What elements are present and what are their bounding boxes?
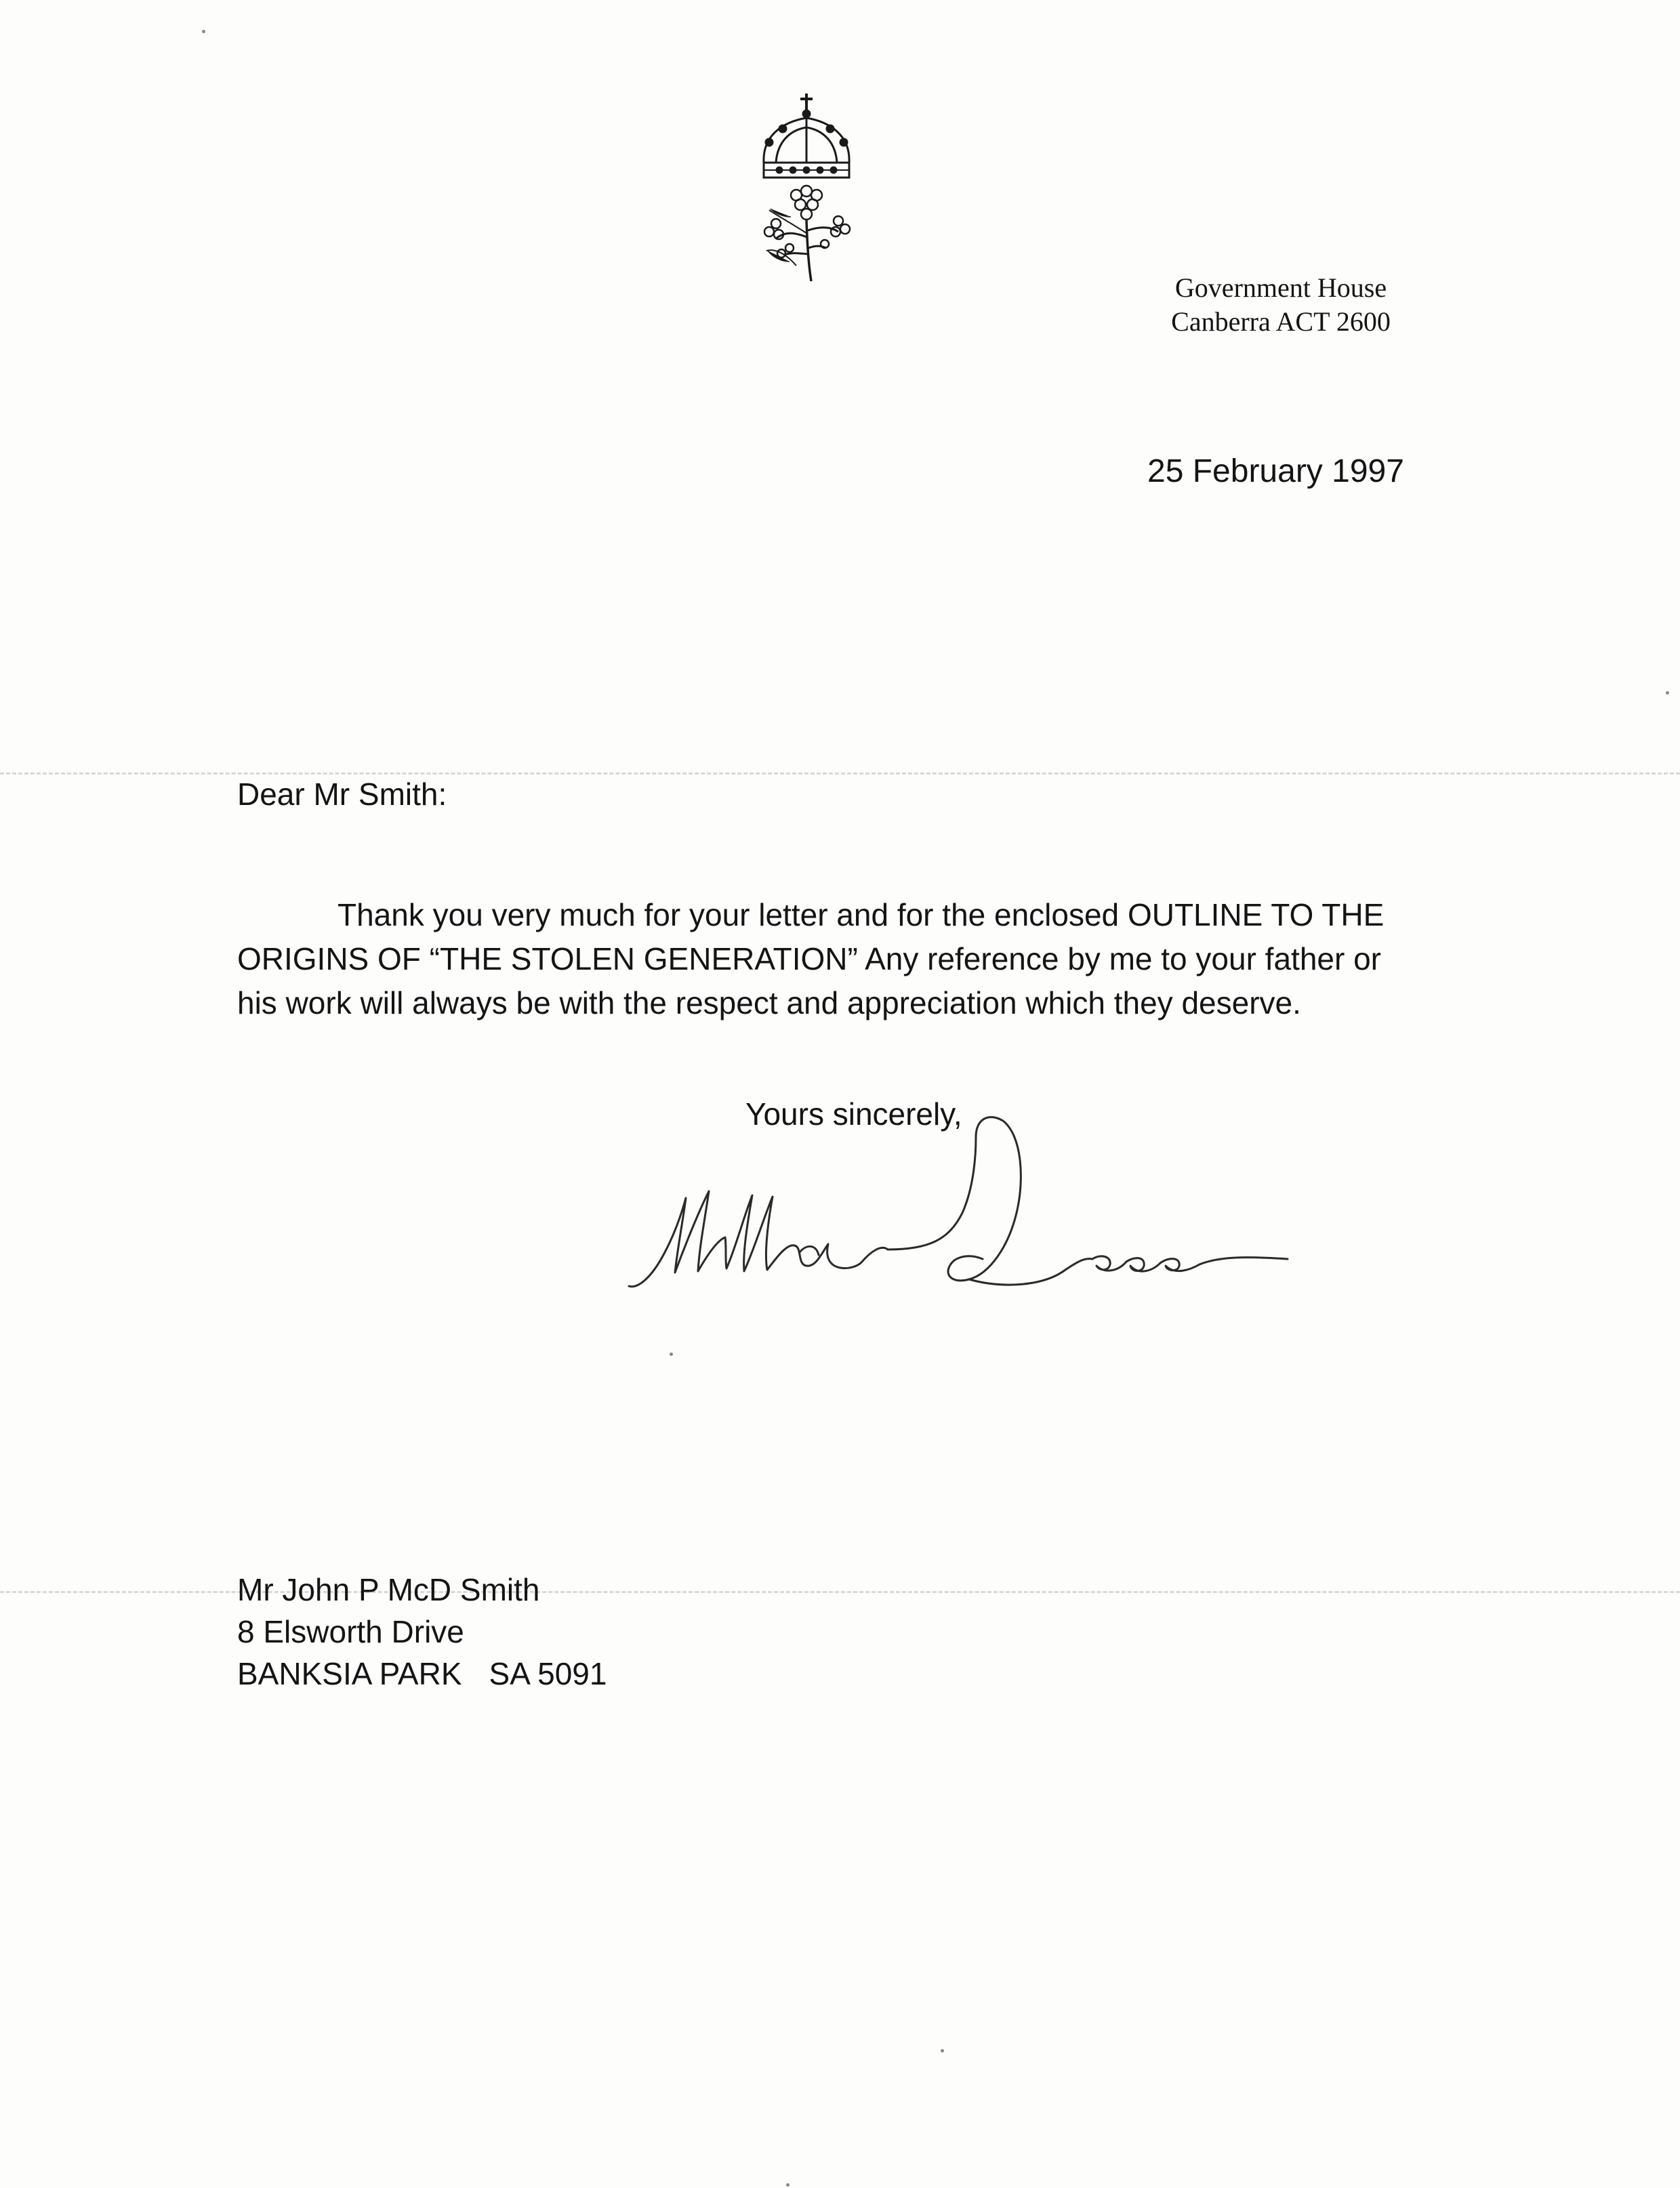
closing: Yours sincerely, <box>745 1096 962 1132</box>
body-text-segment: Any reference by me to your father or <box>857 941 1381 976</box>
outline-title-part2: ORIGINS OF “THE STOLEN GENERATION” <box>237 941 858 976</box>
scan-speck <box>786 2183 790 2187</box>
letterhead-address-line2: Canberra ACT 2600 <box>1171 306 1391 337</box>
outline-title-part1: OUTLINE TO THE <box>1127 897 1385 932</box>
letter-date: 25 February 1997 <box>1147 453 1404 489</box>
body-text-segment: Thank you very much for your letter and for the enclosed <box>337 897 1128 932</box>
body-line-2 <box>237 937 1511 981</box>
recipient-name: Mr John P McD Smith <box>237 1572 540 1607</box>
crown-and-wattle-crest-icon <box>749 88 864 285</box>
letterhead-address-line1: Government House <box>1174 272 1387 303</box>
scan-speck <box>670 1353 673 1356</box>
scan-speck <box>202 30 205 33</box>
handwritten-signature-icon <box>610 1111 1410 1315</box>
fold-line <box>0 772 1680 775</box>
scan-speck <box>941 2049 944 2052</box>
recipient-address <box>237 1569 607 1695</box>
recipient-suburb: BANKSIA PARK <box>237 1656 462 1691</box>
scan-speck <box>1666 691 1669 695</box>
salutation: Dear Mr Smith: <box>237 777 447 812</box>
letterhead-address <box>1139 271 1423 339</box>
recipient-state-postcode: SA 5091 <box>489 1656 607 1691</box>
recipient-street: 8 Elsworth Drive <box>237 1614 464 1649</box>
body-line-3: his work will always be with the respect and appreciation which they deserve. <box>237 985 1301 1020</box>
recipient-locality <box>237 1653 607 1695</box>
letter-body <box>237 893 1511 1025</box>
body-line-1 <box>237 893 1511 937</box>
